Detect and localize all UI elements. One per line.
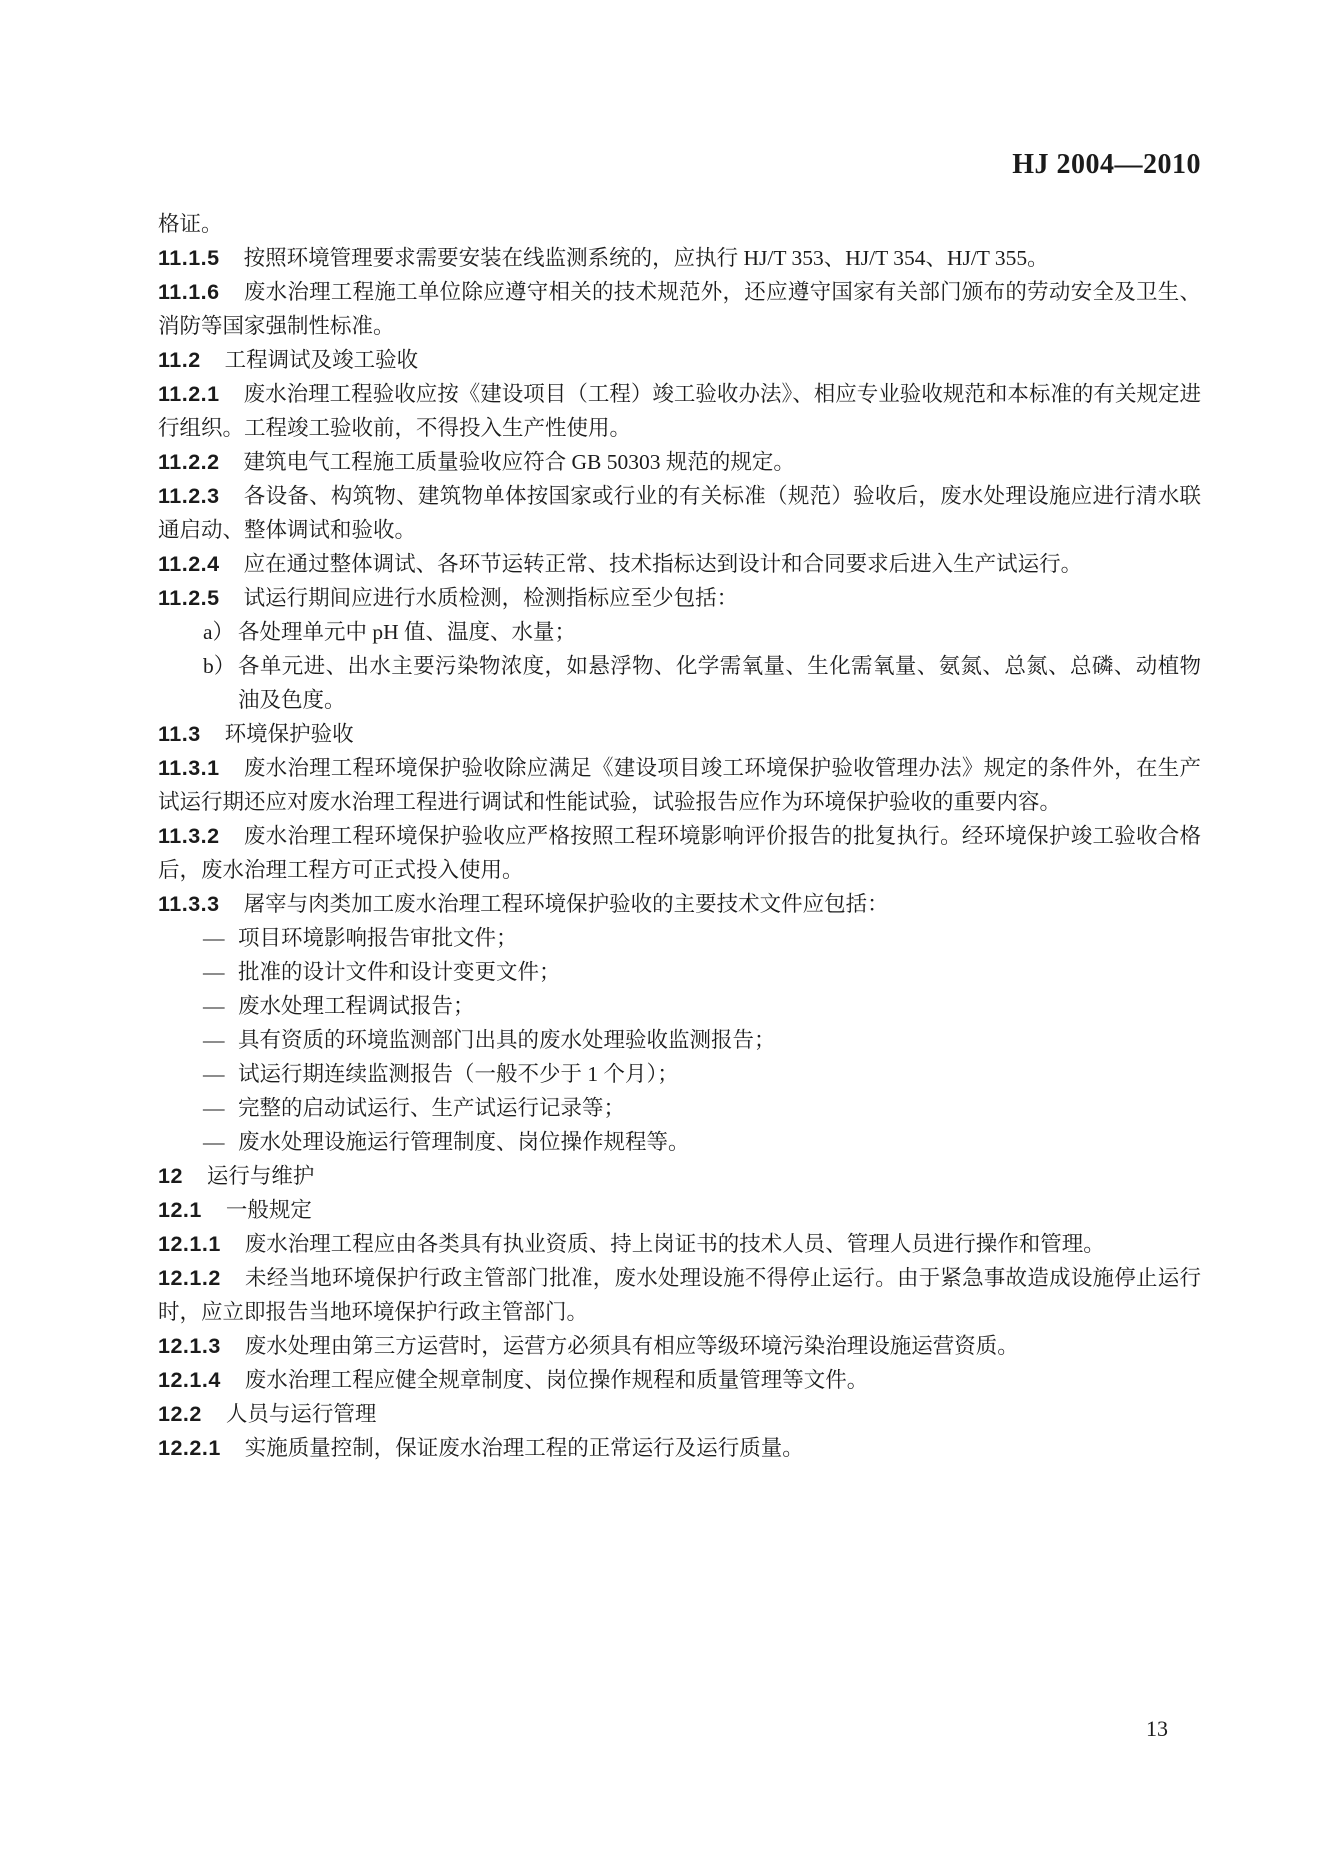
list-item-text: 试运行期连续监测报告（一般不少于 1 个月）；: [238, 1062, 679, 1086]
clause-number: 11.2.2: [158, 450, 220, 474]
clause-text: 按照环境管理要求需要安装在线监测系统的，应执行 HJ/T 353、HJ/T 354、HJ/T 355。: [243, 246, 1049, 270]
alpha-list-item: [158, 615, 1201, 649]
clause-11.3.1: [158, 751, 1201, 819]
dash-marker: —: [203, 1062, 225, 1086]
list-item-text: 各单元进、出水主要污染物浓度，如悬浮物、化学需氧量、生化需氧量、氨氮、总氮、总磷、动植物油及色度。: [238, 654, 1201, 712]
dash-marker: —: [203, 926, 225, 950]
clause-12.1.4: [158, 1363, 1201, 1397]
clause-text: 废水治理工程施工单位除应遵守相关的技术规范外，还应遵守国家有关部门颁布的劳动安全及卫生、消防等国家强制性标准。: [158, 280, 1201, 338]
clause-number: 11.3.2: [158, 824, 220, 848]
list-item-text: 项目环境影响报告审批文件；: [238, 926, 518, 950]
section-heading-12.1: [158, 1193, 1201, 1227]
clause-12.2.1: [158, 1431, 1201, 1465]
clause-text: 未经当地环境保护行政主管部门批准，废水处理设施不得停止运行。由于紧急事故造成设施停止运行时，应立即报告当地环境保护行政主管部门。: [158, 1266, 1201, 1324]
list-item-text: 废水处理工程调试报告；: [238, 994, 475, 1018]
dash-list-item: [158, 989, 1201, 1023]
clause-text: 废水治理工程环境保护验收除应满足《建设项目竣工环境保护验收管理办法》规定的条件外，在生产试运行期还应对废水治理工程进行调试和性能试验，试验报告应作为环境保护验收的重要内容。: [158, 756, 1201, 814]
alpha-list-item: [158, 649, 1201, 717]
clause-number: 11.2.1: [158, 382, 220, 406]
section-heading-11.3: [158, 717, 1201, 751]
heading-number: 12.1: [158, 1198, 202, 1222]
dash-list-item: [158, 1023, 1201, 1057]
dash-list-item: [158, 955, 1201, 989]
clause-11.2.3: [158, 479, 1201, 547]
list-item-text: 具有资质的环境监测部门出具的废水处理验收监测报告；: [238, 1028, 776, 1052]
clause-11.2.5: [158, 581, 1201, 615]
clause-number: 12.2.1: [158, 1436, 221, 1460]
clause-number: 11.3.1: [158, 756, 220, 780]
section-heading-12.2: [158, 1397, 1201, 1431]
clause-11.3.3: [158, 887, 1201, 921]
list-item-text: 废水处理设施运行管理制度、岗位操作规程等。: [238, 1130, 690, 1154]
dash-list-item: [158, 1091, 1201, 1125]
clause-number: 11.3.3: [158, 892, 220, 916]
list-item-text: 各处理单元中 pH 值、温度、水量；: [238, 620, 577, 644]
clause-text: 废水治理工程环境保护验收应严格按照工程环境影响评价报告的批复执行。经环境保护竣工验收合格后，废水治理工程方可正式投入使用。: [158, 824, 1201, 882]
clause-11.1.5: [158, 241, 1201, 275]
clause-11.2.2: [158, 445, 1201, 479]
clause-number: 11.2.4: [158, 552, 220, 576]
continuation-paragraph: [158, 207, 1201, 241]
clause-number: 11.1.5: [158, 246, 220, 270]
dash-marker: —: [203, 1096, 225, 1120]
clause-text: 实施质量控制，保证废水治理工程的正常运行及运行质量。: [244, 1436, 804, 1460]
clause-12.1.1: [158, 1227, 1201, 1261]
clause-11.3.2: [158, 819, 1201, 887]
paragraph-text: 格证。: [158, 212, 223, 236]
alpha-marker: b）: [203, 654, 236, 678]
list-item-text: 完整的启动试运行、生产试运行记录等；: [238, 1096, 626, 1120]
dash-marker: —: [203, 1028, 225, 1052]
clause-11.1.6: [158, 275, 1201, 343]
clause-text: 建筑电气工程施工质量验收应符合 GB 50303 规范的规定。: [243, 450, 795, 474]
page-number: 13: [1146, 1716, 1168, 1741]
clause-text: 废水治理工程验收应按《建设项目（工程）竣工验收办法》、相应专业验收规范和本标准的有关规定进行组织。工程竣工验收前，不得投入生产性使用。: [158, 382, 1201, 440]
clause-number: 11.2.5: [158, 586, 220, 610]
clause-text: 应在通过整体调试、各环节运转正常、技术指标达到设计和合同要求后进入生产试运行。: [243, 552, 1083, 576]
alpha-marker: a）: [203, 620, 235, 644]
clause-text: 废水处理由第三方运营时，运营方必须具有相应等级环境污染治理设施运营资质。: [244, 1334, 1019, 1358]
dash-list-item: [158, 921, 1201, 955]
heading-number: 12: [158, 1164, 183, 1188]
dash-list-item: [158, 1057, 1201, 1091]
heading-number: 11.2: [158, 348, 201, 372]
clause-12.1.3: [158, 1329, 1201, 1363]
clause-text: 试运行期间应进行水质检测，检测指标应至少包括：: [243, 586, 739, 610]
chapter-heading-12: [158, 1159, 1201, 1193]
heading-title: 人员与运行管理: [225, 1402, 377, 1426]
heading-title: 环境保护验收: [224, 722, 354, 746]
clause-number: 11.2.3: [158, 484, 220, 508]
dash-marker: —: [203, 1130, 225, 1154]
heading-number: 11.3: [158, 722, 201, 746]
clause-number: 12.1.3: [158, 1334, 221, 1358]
dash-marker: —: [203, 960, 225, 984]
heading-title: 一般规定: [225, 1198, 312, 1222]
dash-list-item: [158, 1125, 1201, 1159]
clause-12.1.2: [158, 1261, 1201, 1329]
heading-title: 工程调试及竣工验收: [224, 348, 419, 372]
dash-marker: —: [203, 994, 225, 1018]
clause-text: 废水治理工程应健全规章制度、岗位操作规程和质量管理等文件。: [244, 1368, 869, 1392]
clause-number: 11.1.6: [158, 280, 220, 304]
clause-number: 12.1.2: [158, 1266, 221, 1290]
standard-number-header: HJ 2004—2010: [1012, 149, 1201, 180]
heading-number: 12.2: [158, 1402, 202, 1426]
clause-text: 废水治理工程应由各类具有执业资质、持上岗证书的技术人员、管理人员进行操作和管理。: [244, 1232, 1105, 1256]
clause-11.2.4: [158, 547, 1201, 581]
document-body: [158, 207, 1201, 1465]
clause-number: 12.1.4: [158, 1368, 221, 1392]
clause-text: 屠宰与肉类加工废水治理工程环境保护验收的主要技术文件应包括：: [243, 892, 889, 916]
clause-number: 12.1.1: [158, 1232, 221, 1256]
clause-text: 各设备、构筑物、建筑物单体按国家或行业的有关标准（规范）验收后，废水处理设施应进行清水联通启动、整体调试和验收。: [158, 484, 1201, 542]
clause-11.2.1: [158, 377, 1201, 445]
section-heading-11.2: [158, 343, 1201, 377]
heading-title: 运行与维护: [206, 1164, 315, 1188]
list-item-text: 批准的设计文件和设计变更文件；: [238, 960, 561, 984]
